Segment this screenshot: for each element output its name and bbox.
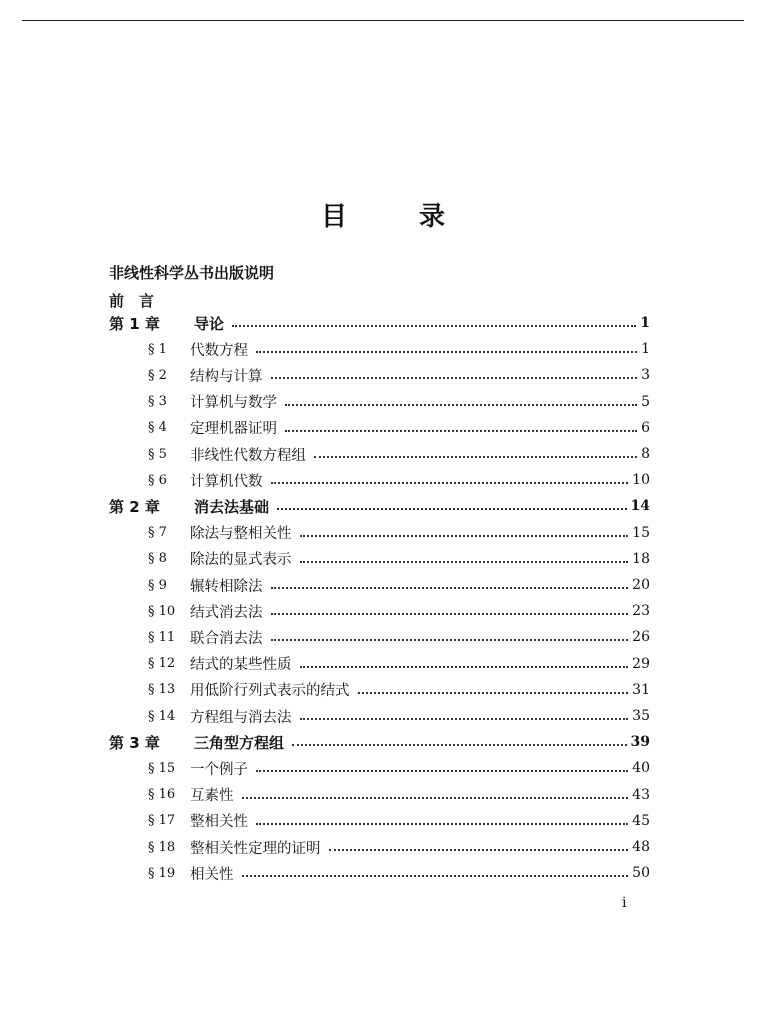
dot-leader [300,561,628,563]
section-number: § 10 [148,603,176,619]
section-title: 代数方程 [190,342,248,359]
section-title: 相关性 [190,866,234,883]
page-number-ref: 5 [641,393,650,410]
section-number: § 19 [148,865,176,881]
section-title: 方程组与消去法 [190,709,292,726]
dot-leader [242,797,628,799]
section-number: § 12 [148,656,176,672]
dot-leader [271,587,628,589]
section-number: § 4 [148,420,167,436]
dot-leader [292,744,627,746]
section-title: 非线性代数方程组 [190,447,306,464]
dot-leader [256,770,628,772]
page-number-ref: 20 [632,577,650,593]
section-number: § 16 [148,787,176,803]
toc-section-row [0,861,768,885]
section-number: § 14 [148,708,176,724]
toc-section-row [0,835,768,859]
page-number: i [622,895,627,911]
page-number-ref: 6 [641,419,650,436]
page-number-ref: 3 [641,367,650,384]
dot-leader [285,404,637,406]
dot-leader [329,849,628,851]
toc-chapter-row [0,311,768,335]
section-title: 整相关性定理的证明 [190,840,321,857]
section-number: § 8 [148,551,167,567]
preface-item-series-note: 非线性科学丛书出版说明 [109,264,275,282]
toc-section-row [0,704,768,728]
section-title: 用低阶行列式表示的结式 [190,683,350,700]
chapter-title: 三角型方程组 [194,733,285,752]
page-number-ref: 8 [641,446,650,462]
page-number-ref: 18 [632,550,650,567]
section-title: 整相关性 [190,814,248,831]
toc-section-row [0,442,768,466]
chapter-number: 第 3 章 [109,733,160,752]
chapter-number: 第 2 章 [109,497,160,516]
page-number-ref: 1 [641,341,650,358]
toc-chapter-row [0,494,768,518]
section-number: § 3 [148,394,167,410]
section-number: § 1 [148,341,167,357]
chapter-title: 导论 [194,314,225,333]
toc-section-row [0,809,768,833]
dot-leader [285,430,637,432]
page-title [0,196,768,233]
page-number-ref: 31 [632,681,650,698]
page-number-ref: 10 [632,472,650,489]
section-title: 结构与计算 [190,368,263,385]
dot-leader [300,666,628,668]
section-title: 联合消去法 [190,630,263,647]
page-number-ref: 15 [632,524,650,541]
dot-leader [314,456,637,458]
toc-section-row [0,756,768,780]
page-number-ref: 43 [632,786,650,803]
section-title: 结式的某些性质 [190,657,292,674]
section-title: 计算机与数学 [190,395,277,412]
dot-leader [358,692,628,694]
section-number: § 13 [148,682,176,698]
dot-leader [271,377,637,379]
toc-section-row [0,625,768,649]
section-title: 一个例子 [190,761,248,778]
toc-chapter-row [0,730,768,754]
toc-section-row [0,416,768,440]
section-title: 互素性 [190,788,234,805]
page-number-ref: 26 [632,629,650,646]
preface-item-foreword: 前 言 [109,292,155,310]
toc-section-row [0,363,768,387]
dot-leader [232,325,636,327]
dot-leader [300,718,628,720]
page-number-ref: 48 [632,839,650,855]
toc-section-row [0,521,768,545]
toc-section-row [0,337,768,361]
page-number-ref: 23 [632,603,650,620]
page-number-ref: 35 [632,708,650,724]
section-title: 定理机器证明 [190,421,277,438]
toc-section-row [0,573,768,597]
toc-section-row [0,678,768,702]
toc-section-row [0,547,768,571]
toc-section-row [0,783,768,807]
dot-leader [271,482,628,484]
section-number: § 2 [148,367,167,383]
dot-leader [271,639,628,641]
page-number-ref: 39 [630,734,650,751]
section-number: § 18 [148,839,176,855]
section-number: § 17 [148,813,176,829]
page-number-ref: 40 [632,760,650,777]
dot-leader [277,508,627,510]
section-title: 结式消去法 [190,604,263,621]
title-char-2: 录 [419,202,448,232]
toc-section-row [0,390,768,414]
dot-leader [242,875,628,877]
page-number-ref: 14 [630,498,650,515]
section-number: § 11 [148,629,176,645]
top-rule [22,20,744,21]
section-number: § 15 [148,760,176,776]
dot-leader [256,823,628,825]
dot-leader [271,613,628,615]
page-number-ref: 45 [632,812,650,829]
toc-section-row [0,468,768,492]
section-title: 辗转相除法 [190,578,263,595]
section-number: § 6 [148,472,167,488]
toc-section-row [0,599,768,623]
dot-leader [300,535,628,537]
section-title: 计算机代数 [190,473,263,490]
page-number-ref: 29 [632,655,650,672]
dot-leader [256,351,637,353]
section-number: § 7 [148,525,167,541]
section-number: § 5 [148,446,167,462]
page-number-ref: 50 [632,865,650,882]
toc-section-row [0,652,768,676]
page-number-ref: 1 [640,315,650,331]
chapter-number: 第 1 章 [109,314,160,333]
chapter-title: 消去法基础 [194,497,270,516]
section-number: § 9 [148,577,167,593]
section-title: 除法的显式表示 [190,552,292,569]
title-char-1: 目 [320,202,349,232]
section-title: 除法与整相关性 [190,526,292,543]
